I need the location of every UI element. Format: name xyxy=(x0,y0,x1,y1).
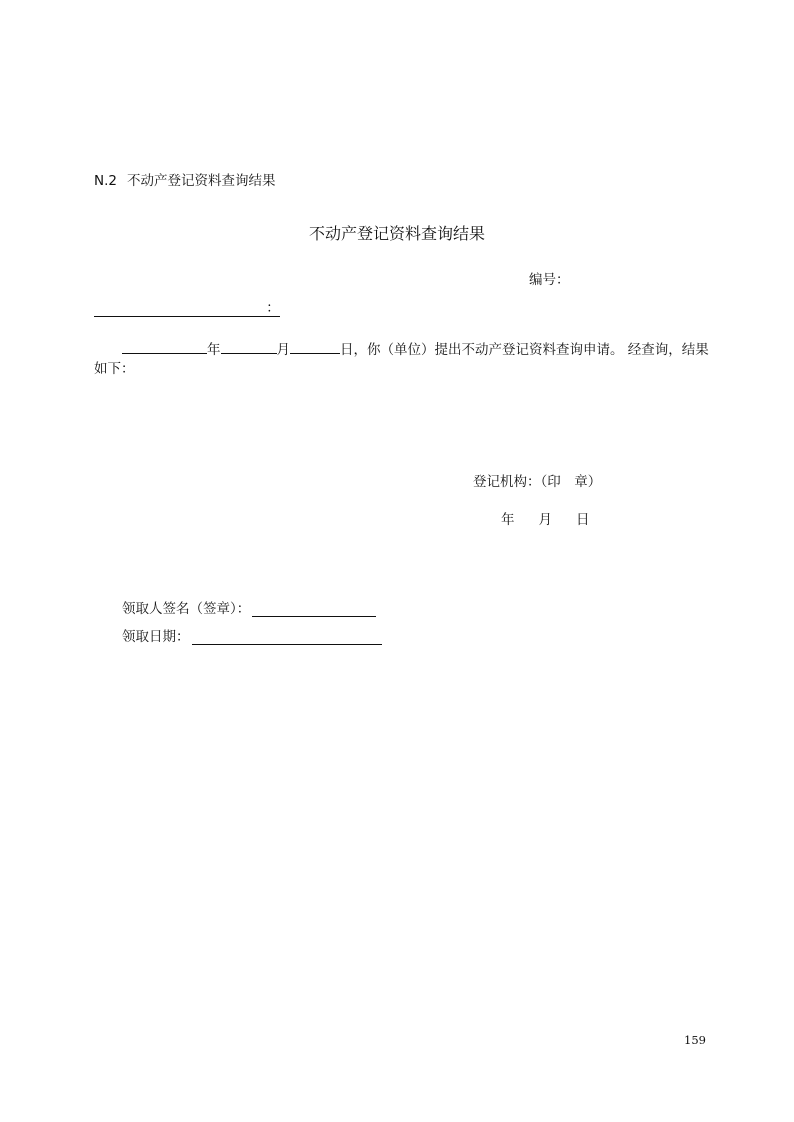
receive-date-label: 领取日期： xyxy=(122,629,190,645)
issue-date xyxy=(501,508,614,528)
section-title: 不动产登记资料查询结果 xyxy=(126,173,276,189)
issue-year-label: 年 xyxy=(501,512,515,528)
year-label: 年 xyxy=(207,342,221,358)
addressee-colon: ： xyxy=(266,296,280,317)
addressee-blank[interactable] xyxy=(94,302,266,317)
addressee-line xyxy=(94,296,280,317)
day-blank[interactable] xyxy=(290,339,340,354)
year-blank[interactable] xyxy=(122,339,207,354)
section-heading xyxy=(94,169,275,189)
section-number: N.2 xyxy=(94,173,117,189)
body-text: 日，你（单位）提出不动产登记资料查询申请。 经查询，结果如下： xyxy=(94,342,709,377)
body-paragraph xyxy=(94,339,714,379)
month-label: 月 xyxy=(276,342,290,358)
registration-org-label: 登记机构：（印 章） xyxy=(473,474,602,490)
receive-date-field[interactable] xyxy=(192,630,382,645)
issue-day-label: 日 xyxy=(576,512,590,528)
month-blank[interactable] xyxy=(221,339,277,354)
page-number: 159 xyxy=(684,1033,706,1047)
receive-date-row xyxy=(122,625,382,645)
signature-label: 领取人签名（签章）： xyxy=(122,601,251,617)
document-title: 不动产登记资料查询结果 xyxy=(308,224,485,243)
serial-number-label: 编号： xyxy=(529,272,570,288)
issue-month-label: 月 xyxy=(538,512,552,528)
signature-row xyxy=(122,597,376,617)
signature-field[interactable] xyxy=(252,602,376,617)
